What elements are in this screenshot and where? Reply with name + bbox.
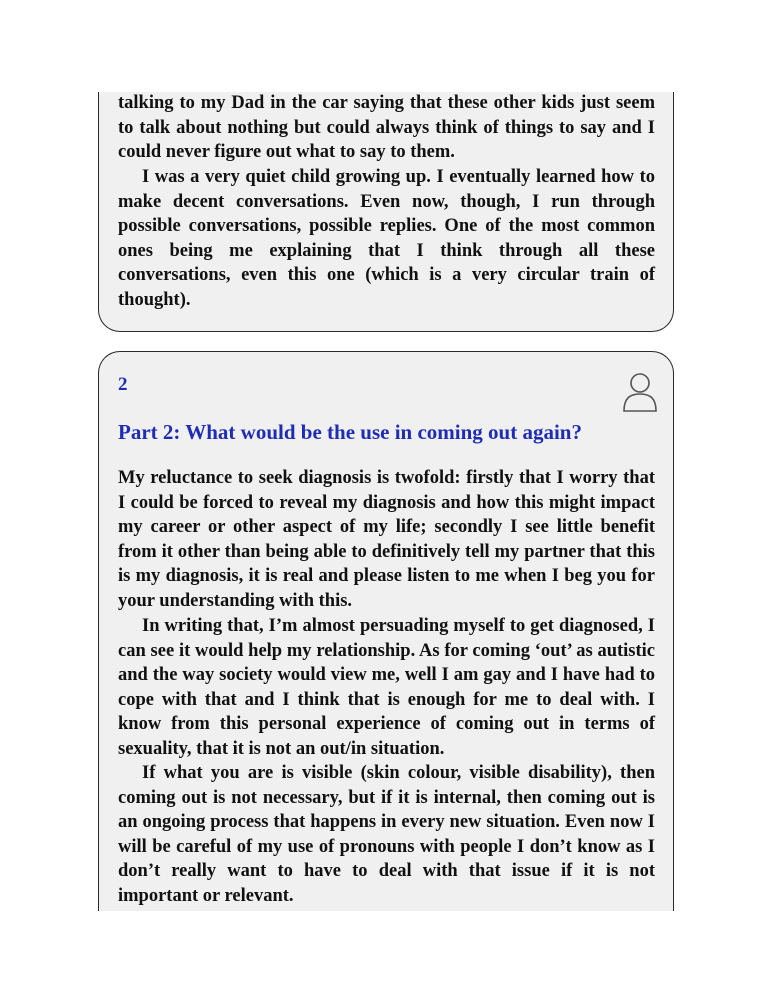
story-number: 2 bbox=[118, 374, 128, 395]
story-card-1 bbox=[98, 92, 674, 332]
story-paragraph: If what you are is visible (skin colour, visible disability), then coming out is not necessary, but if it is internal, then coming out is an ongoing process that happens in every new situation. Even now I will be careful of my use of pronouns with people I don’t know as I don’t really want to have to deal with that issue if it is not important or relevant. bbox=[118, 763, 655, 906]
story-paragraph: In writing that, I’m almost persuading myself to get diagnosed, I can see it would help my relationship. As for coming ‘out’ as autistic and the way society would view me, well I am gay and I have had to cope with that and I think that is enough for me to deal with. I know from this personal experience of coming out in terms of sexuality, that it is not an out/in situation. bbox=[118, 616, 655, 759]
story-paragraph: My reluctance to seek diagnosis is twofold: firstly that I worry that I could be forced to reveal my diagnosis and how this might impact my career or other aspect of my life; secondly I see little benefit from it other than being able to definitively tell my partner that this is my diagnosis, it is real and please listen to me when I beg you for your understanding with this. bbox=[118, 468, 655, 611]
story-paragraph: I was a very quiet child growing up. I eventually learned how to make decent conversations. Even now, though, I run through possible conversations, possible replies. One of the most common ones being me explaining that I think through all these conversations, even this one (which is a very circular train of thought). bbox=[118, 167, 655, 310]
person-icon bbox=[622, 371, 658, 413]
story-paragraph: talking to my Dad in the car saying that these other kids just seem to talk about nothing but could always think of things to say and I could never figure out what to say to them. bbox=[118, 93, 655, 163]
part-title: Part 2: What would be the use in coming out again? bbox=[118, 420, 582, 444]
story-card-2 bbox=[98, 351, 674, 911]
